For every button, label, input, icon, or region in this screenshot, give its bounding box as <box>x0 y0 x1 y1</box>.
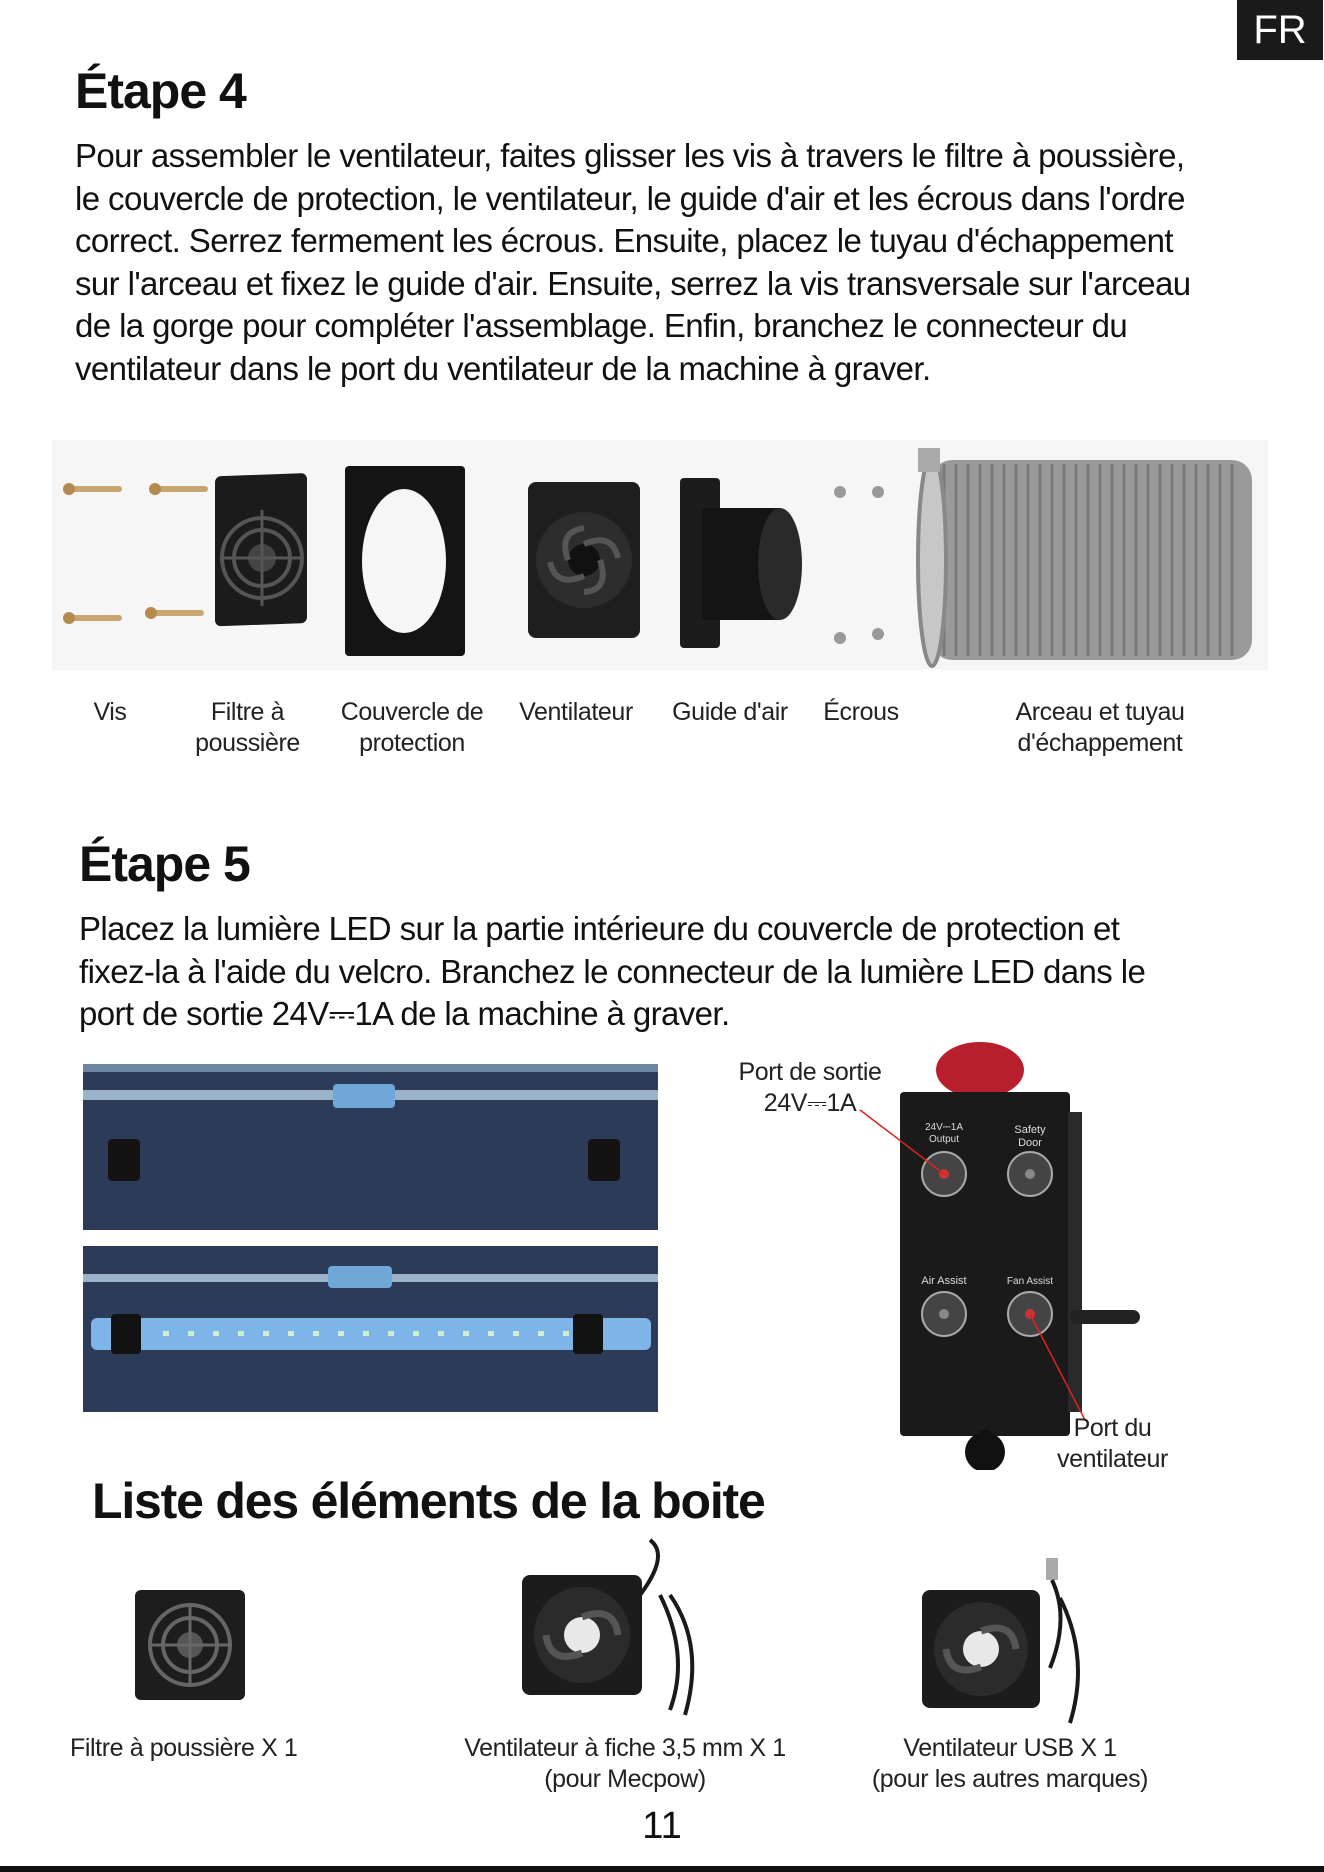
panel-safety-label: Safety <box>1014 1124 1046 1136</box>
fan-port-callout: Port du ventilateur <box>1057 1414 1168 1473</box>
step5-line: port de sortie 24V⎓1A de la machine à graver. <box>79 995 730 1032</box>
led-photo-before <box>83 1064 658 1230</box>
box-item-fan-35mm: Ventilateur à fiche 3,5 mm X 1 (pour Mecpow) <box>464 1734 786 1793</box>
step4-paragraph <box>75 135 1275 390</box>
language-badge: FR <box>1237 0 1323 60</box>
step4-line: Pour assembler le ventilateur, faites glisser les vis à travers le filtre à poussière, <box>75 137 1185 174</box>
led-photo-after <box>83 1246 658 1412</box>
nuts-image <box>834 486 884 644</box>
air-guide-image <box>680 478 802 648</box>
fan-35mm-item-image <box>520 1535 720 1725</box>
part-caption-protection-cover: Couvercle de protection <box>340 698 484 757</box>
part-caption-dust-filter: Filtre à poussière <box>195 698 300 757</box>
step5-line: fixez-la à l'aide du velcro. Branchez le connecteur de la lumière LED dans le <box>79 952 1146 990</box>
exhaust-hose-image <box>918 448 1252 666</box>
panel-air-assist-label: Air Assist <box>921 1275 967 1287</box>
output-port-callout: Port de sortie 24V⎓1A <box>738 1058 882 1117</box>
step4-line: correct. Serrez fermement les écrous. Ensuite, placez le tuyau d'échappement <box>75 222 1173 259</box>
step4-line: sur l'arceau et fixez le guide d'air. Ensuite, serrez la vis transversale sur l'arceau <box>75 264 1191 302</box>
part-caption-hose: Arceau et tuyau d'échappement <box>1015 698 1185 757</box>
panel-output-sub: Output <box>928 1134 960 1145</box>
fan-usb-item-image <box>920 1558 1100 1728</box>
step5-paragraph <box>79 908 1279 1036</box>
page-number: 11 <box>642 1805 682 1847</box>
step5-title: Étape 5 <box>79 836 250 892</box>
step4-line: le couvercle de protection, le ventilateur, le guide d'air et les écrous dans l'ordre <box>75 179 1185 217</box>
bottom-rule <box>0 1866 1324 1872</box>
step5-line: Placez la lumière LED sur la partie intérieure du couvercle de protection et <box>79 910 1120 947</box>
step4-line: de la gorge pour compléter l'assemblage. Enfin, branchez le connecteur du <box>75 307 1128 344</box>
dust-filter-image <box>215 473 307 626</box>
box-contents-title: Liste des éléments de la boite <box>92 1473 765 1529</box>
box-item-dust-filter: Filtre à poussière X 1 <box>70 1734 298 1762</box>
part-caption-nuts: Écrous <box>823 698 899 726</box>
fan-image <box>528 482 640 638</box>
exploded-parts-svg <box>52 440 1268 670</box>
panel-output-label: 24V⎓1A <box>924 1122 964 1133</box>
part-caption-screws: Vis <box>93 698 127 726</box>
part-caption-air-guide: Guide d'air <box>672 698 788 726</box>
step4-line: ventilateur dans le port du ventilateur de la machine à graver. <box>75 349 931 387</box>
step4-title: Étape 4 <box>75 63 246 119</box>
panel-fan-assist-label: Fan Assist <box>1006 1276 1054 1287</box>
panel-door-label: Door <box>1018 1137 1042 1149</box>
screws-image <box>63 483 208 624</box>
protection-cover-image <box>345 466 465 656</box>
box-item-fan-usb: Ventilateur USB X 1 (pour les autres marques) <box>871 1734 1149 1793</box>
dust-filter-item-image <box>135 1590 245 1700</box>
part-caption-fan: Ventilateur <box>519 698 633 726</box>
